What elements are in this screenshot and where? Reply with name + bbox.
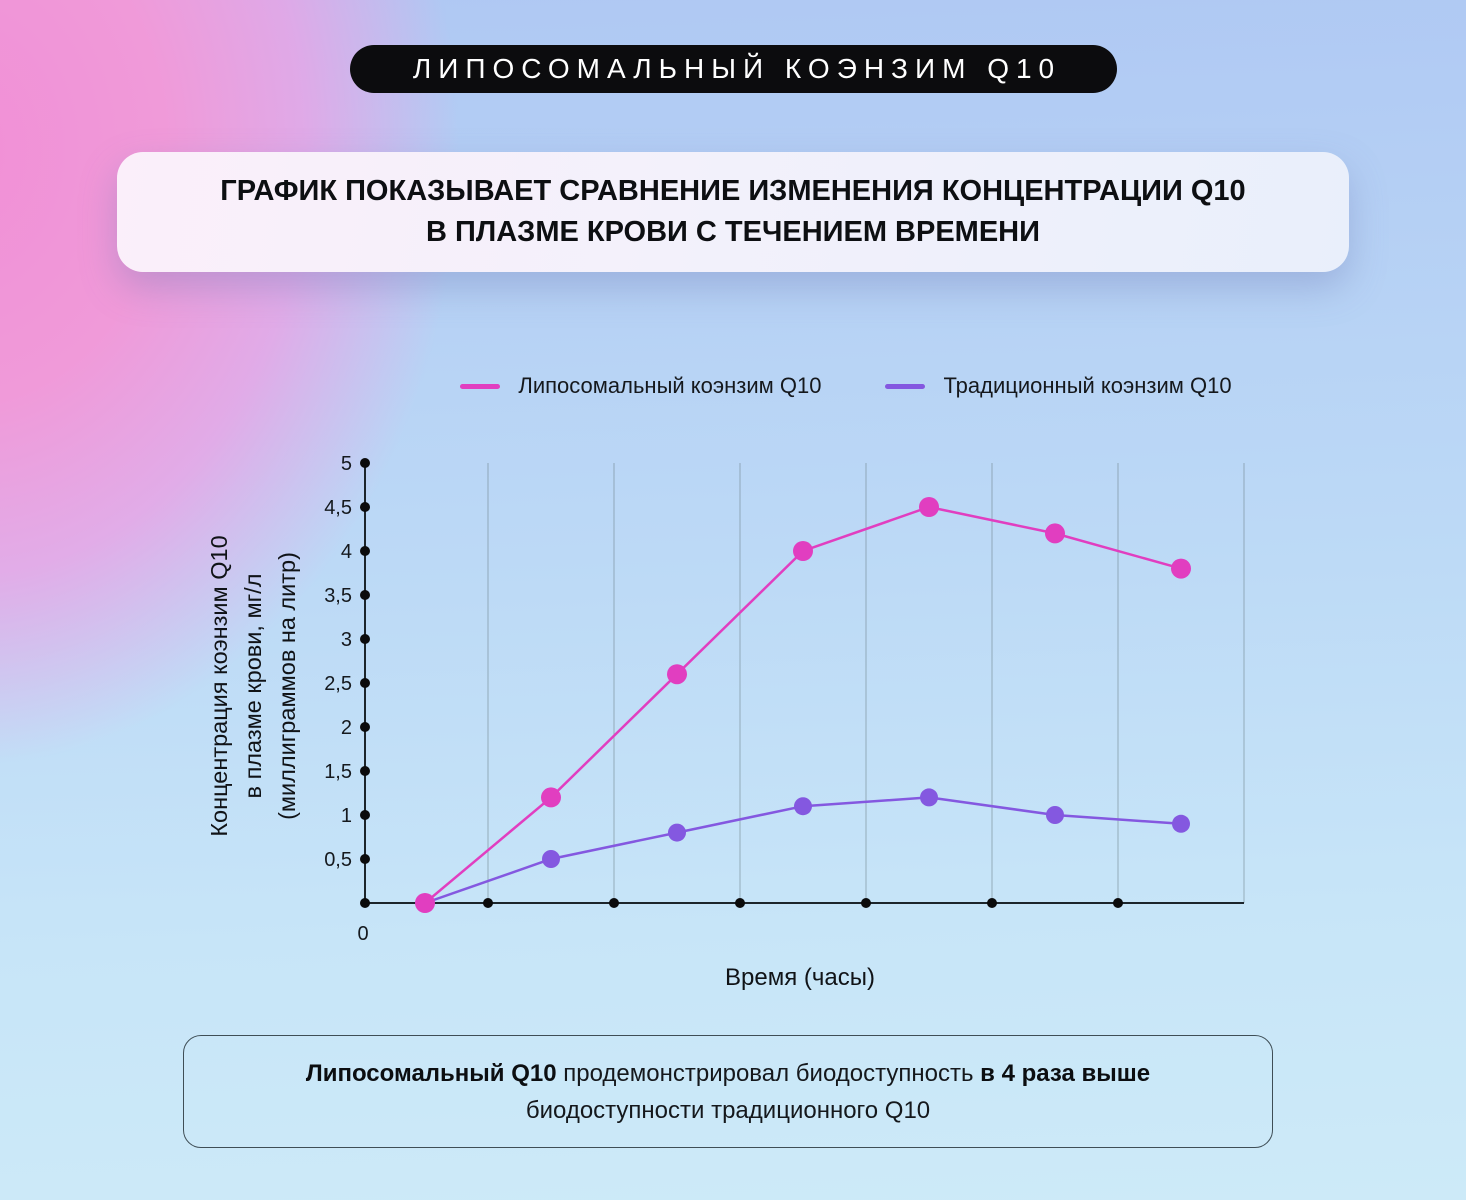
legend-line-swatch-traditional-icon <box>885 384 925 389</box>
y-axis-title-line-3: (миллиграммов на литр) <box>274 552 300 820</box>
data-point-liposomal <box>1045 523 1065 543</box>
y-tick-dot <box>360 854 370 864</box>
data-point-traditional <box>668 824 686 842</box>
note-line-2: биодоступности традиционного Q10 <box>525 1096 931 1124</box>
series-line-liposomal <box>425 507 1181 903</box>
data-point-traditional <box>416 894 434 912</box>
y-tick-dot <box>360 898 370 908</box>
x-tick-dot <box>861 898 871 908</box>
legend-label-traditional: Традиционный коэнзим Q10 <box>943 373 1232 398</box>
x-tick-dot <box>1113 898 1123 908</box>
y-tick-dot <box>360 722 370 732</box>
legend-line-swatch-liposomal-icon <box>460 384 500 389</box>
data-point-liposomal <box>541 787 561 807</box>
header-pill <box>350 45 1117 93</box>
y-tick-dot <box>360 678 370 688</box>
data-point-liposomal <box>667 664 687 684</box>
legend-label-liposomal: Липосомальный коэнзим Q10 <box>518 373 822 398</box>
y-tick-label: 0 <box>357 923 369 945</box>
y-tick-label: 1 <box>340 805 352 827</box>
y-tick-label: 3,5 <box>324 585 352 607</box>
y-tick-label: 4,5 <box>324 497 352 519</box>
y-tick-dot <box>360 458 370 468</box>
x-tick-dot <box>483 898 493 908</box>
series-line-traditional <box>425 797 1181 903</box>
y-tick-dot <box>360 502 370 512</box>
y-tick-dot <box>360 590 370 600</box>
data-point-traditional <box>542 850 560 868</box>
y-tick-dot <box>360 766 370 776</box>
y-tick-label: 4 <box>340 541 352 563</box>
data-point-liposomal <box>793 541 813 561</box>
note-bold-4x: в 4 раза выше <box>980 1059 1151 1087</box>
y-axis-title-line-1: Концентрация коэнзим Q10 <box>206 535 232 837</box>
y-tick-dot <box>360 810 370 820</box>
legend-item-traditional <box>885 373 1231 399</box>
legend-item-liposomal <box>460 373 821 399</box>
y-tick-label: 5 <box>340 453 352 475</box>
note-line-1 <box>306 1055 1150 1092</box>
note-bold-liposomal: Липосомальный Q10 <box>305 1059 557 1087</box>
data-point-liposomal <box>1171 559 1191 579</box>
title-line-1: ГРАФИК ПОКАЗЫВАЕТ СРАВНЕНИЕ ИЗМЕНЕНИЯ КОНЦЕНТРАЦИИ Q10 <box>220 175 1246 207</box>
y-tick-label: 1,5 <box>324 761 352 783</box>
y-tick-dot <box>360 546 370 556</box>
x-tick-dot <box>735 898 745 908</box>
title-line-2: В ПЛАЗМЕ КРОВИ С ТЕЧЕНИЕМ ВРЕМЕНИ <box>426 216 1040 248</box>
note-text-middle: продемонстрировал биодоступность <box>556 1059 981 1087</box>
y-tick-label: 2,5 <box>324 673 352 695</box>
conclusion-note <box>183 1035 1273 1148</box>
data-point-traditional <box>794 797 812 815</box>
x-tick-dot <box>987 898 997 908</box>
data-point-liposomal <box>415 893 435 913</box>
data-point-traditional <box>1172 815 1190 833</box>
data-point-traditional <box>1046 806 1064 824</box>
chart-legend <box>113 368 1466 404</box>
x-tick-dot <box>609 898 619 908</box>
y-tick-dot <box>360 634 370 644</box>
data-point-liposomal <box>919 497 939 517</box>
y-axis-title <box>202 535 304 836</box>
y-tick-label: 2 <box>340 717 352 739</box>
title-card <box>117 152 1349 272</box>
y-axis-title-line-2: в плазме крови, мг/л <box>240 573 266 799</box>
y-tick-label: 3 <box>340 629 352 651</box>
y-tick-label: 0,5 <box>324 849 352 871</box>
header-title: ЛИПОСОМАЛЬНЫЙ КОЭНЗИМ Q10 <box>412 53 1062 84</box>
x-axis-title: Время (часы) <box>725 964 875 991</box>
data-point-traditional <box>920 788 938 806</box>
